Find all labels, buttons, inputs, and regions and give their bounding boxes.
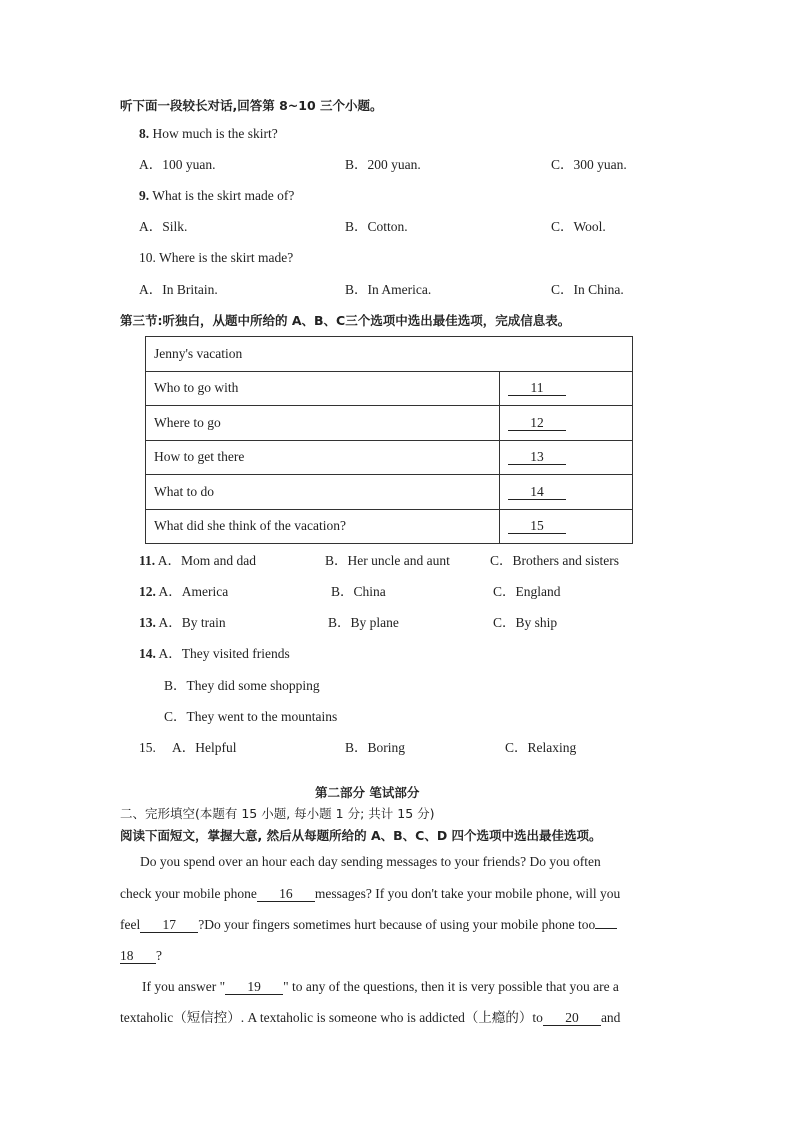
part2-instruction: 阅读下面短文，掌握大意, 然后从每题所给的 A、B、C、D 四个选项中选出最佳选项。 [120,828,602,843]
blank-13: 13 [508,449,566,465]
row-blank-cell [500,371,633,406]
option-c: C．Wool. [551,219,606,234]
question-number: 10. [139,250,156,265]
row-label: Who to go with [146,371,500,406]
option-a: A．In Britain. [139,282,218,297]
row-blank-cell [500,475,633,510]
option-b: B．Her uncle and aunt [325,553,450,568]
passage-line [120,1009,620,1027]
option-a: A．100 yuan. [139,157,216,172]
option-b: B．In America. [345,282,432,297]
passage-text: messages? If you don't take your mobile phone, will you [314,886,621,901]
question-number: 13. [139,615,156,630]
question-15 [139,739,156,757]
option-c: C．300 yuan. [551,157,627,172]
blank-18: 18 [120,948,156,964]
table-title: Jenny's vacation [146,337,633,372]
option-a: A．They visited friends [158,646,290,661]
table-row [146,406,633,441]
question-number: 8. [139,126,150,141]
option-c: C．Relaxing [505,740,577,755]
section3-heading: 第三节:听独白，从题中所给的 A、B、C三个选项中选出最佳选项，完成信息表。 [120,313,571,328]
part2-title: 第二部分 笔试部分 [315,785,420,800]
option-a: A．By train [158,615,226,630]
row-label: What to do [146,475,500,510]
blank-20: 20 [543,1010,601,1026]
table-row [146,371,633,406]
option-b: B．China [331,584,386,599]
option-b: B．By plane [328,615,399,630]
option-a: A．Mom and dad [157,553,257,568]
passage-line [142,978,619,996]
option-c: C．England [493,584,561,599]
row-label: How to get there [146,440,500,475]
option-c: C．They went to the mountains [164,709,338,724]
option-b: B．Cotton. [345,219,408,234]
passage-text: textaholic（短信控）. A textaholic is someone who is addicted（上瘾的）to [120,1010,543,1025]
row-blank-cell [500,509,633,544]
blank-18-start [595,928,617,929]
passage-line [120,885,620,903]
blank-12: 12 [508,415,566,431]
row-label: Where to go [146,406,500,441]
option-c: C．By ship [493,615,558,630]
passage-text: check your mobile phone [120,886,257,901]
question-11 [139,552,256,570]
passage-text: " to any of the questions, then it is very possible that you are a [283,979,619,994]
row-label: What did she think of the vacation? [146,509,500,544]
question-text: Where is the skirt made? [159,250,294,265]
question-12 [139,583,228,601]
blank-16: 16 [257,886,315,902]
question-number: 14. [139,646,156,661]
info-table [145,336,633,544]
question-text: How much is the skirt? [152,126,278,141]
row-blank-cell [500,406,633,441]
blank-15: 15 [508,518,566,534]
table-title-row [146,337,633,372]
passage-text: If you answer " [142,979,226,994]
question-13 [139,614,226,632]
passage-line: Do you spend over an hour each day sending messages to your friends? Do you often [140,854,601,869]
blank-19: 19 [225,979,283,995]
table-row [146,509,633,544]
blank-17: 17 [140,917,198,933]
question-8 [139,125,278,143]
option-b: B．They did some shopping [164,678,320,693]
row-blank-cell [500,440,633,475]
question-number: 11. [139,553,156,568]
option-b: B．Boring [345,740,406,755]
table-row [146,440,633,475]
option-a: A．Helpful [172,740,237,755]
option-a: A．Silk. [139,219,188,234]
blank-11: 11 [508,380,566,396]
passage-text: and [600,1010,621,1025]
passage-line [120,916,617,934]
table-row [146,475,633,510]
question-number: 12. [139,584,156,599]
question-14 [139,645,290,663]
question-9 [139,187,294,205]
passage-text: ? [156,948,162,963]
question-10 [139,249,293,267]
passage-line [120,947,162,965]
option-b: B．200 yuan. [345,157,421,172]
option-c: C．Brothers and sisters [490,553,619,568]
question-number: 9. [139,188,150,203]
part2-subtitle: 二、完形填空(本题有 15 小题, 每小题 1 分; 共计 15 分) [120,806,435,821]
option-a: A．America [158,584,229,599]
passage-text: feel [120,917,141,932]
question-text: What is the skirt made of? [152,188,295,203]
passage-text: ?Do your fingers sometimes hurt because of using your mobile phone too [198,917,596,932]
listening-intro: 听下面一段较长对话,回答第 8~10 三个小题。 [120,98,383,113]
blank-14: 14 [508,484,566,500]
question-number: 15. [139,740,156,755]
option-c: C．In China. [551,282,624,297]
